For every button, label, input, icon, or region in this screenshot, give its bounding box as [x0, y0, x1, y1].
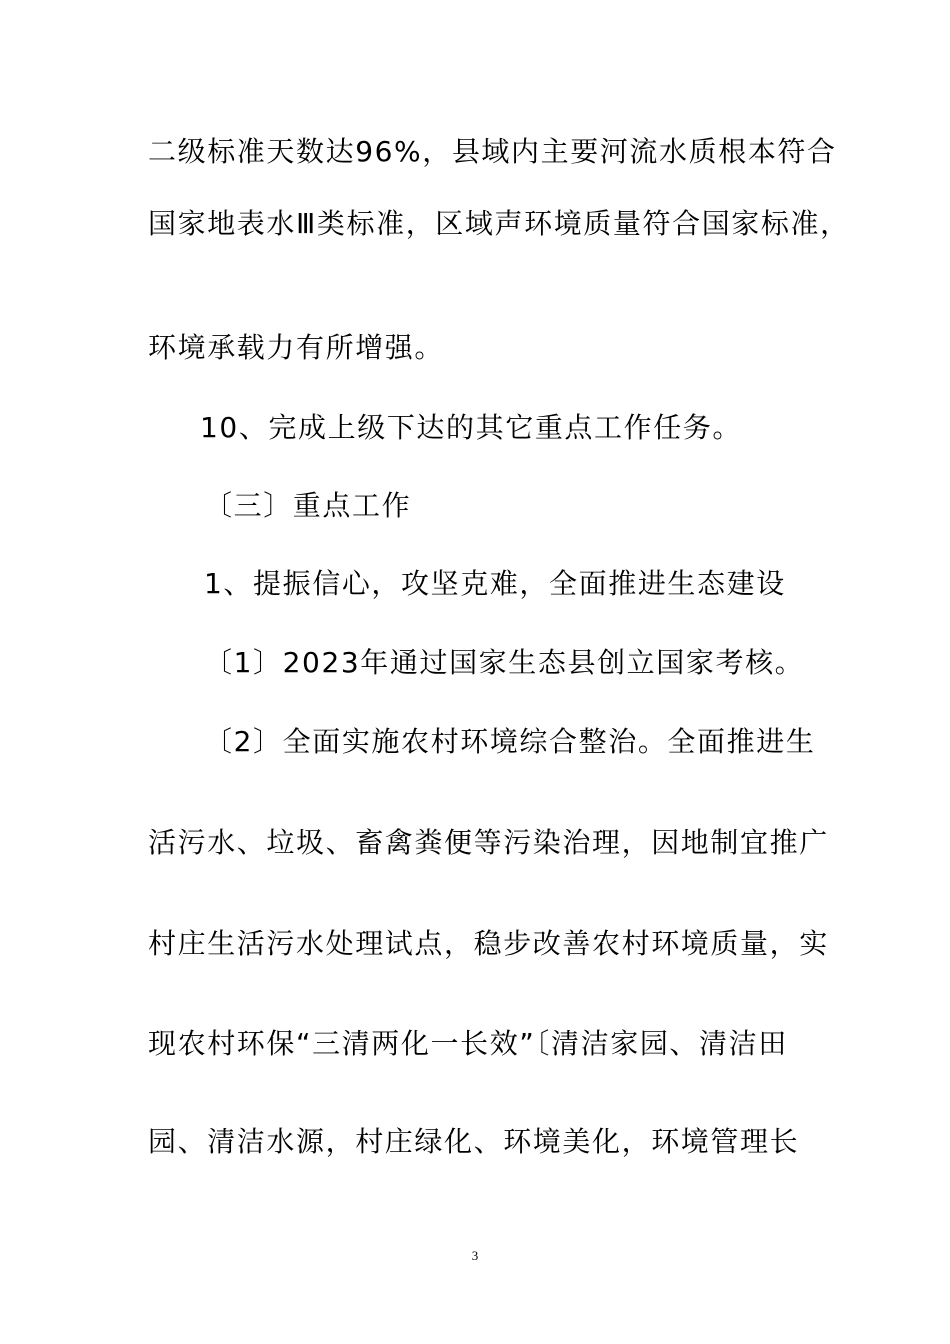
text-line: 园、清洁水源，村庄绿化、环境美化，环境管理长: [148, 1125, 800, 1158]
text-line: 二级标准天数达96%，县域内主要河流水质根本符合: [148, 135, 837, 168]
text-line: 环境承载力有所增强。: [148, 331, 445, 364]
text-line: 现农村环保“三清两化一长效”〔清洁家园、清洁田: [148, 1027, 788, 1060]
numbered-item: 〔1〕2023年通过国家生态县创立国家考核。: [204, 646, 805, 679]
section-heading: 〔三〕重点工作: [204, 489, 412, 522]
text-line: 活污水、垃圾、畜禽粪便等污染治理，因地制宜推广: [148, 826, 829, 859]
text-line: 国家地表水Ⅲ类标准，区域声环境质量符合国家标准，: [148, 207, 850, 240]
numbered-item: 10、完成上级下达的其它重点工作任务。: [200, 411, 743, 444]
page-number: 3: [471, 1248, 479, 1263]
text-line: 村庄生活污水处理试点，稳步改善农村环境质量，实: [148, 927, 829, 960]
numbered-item: 〔2〕全面实施农村环境综合整治。全面推进生: [204, 725, 816, 758]
subsection-heading: 1、提振信心，攻坚克难，全面推进生态建设: [204, 567, 786, 600]
